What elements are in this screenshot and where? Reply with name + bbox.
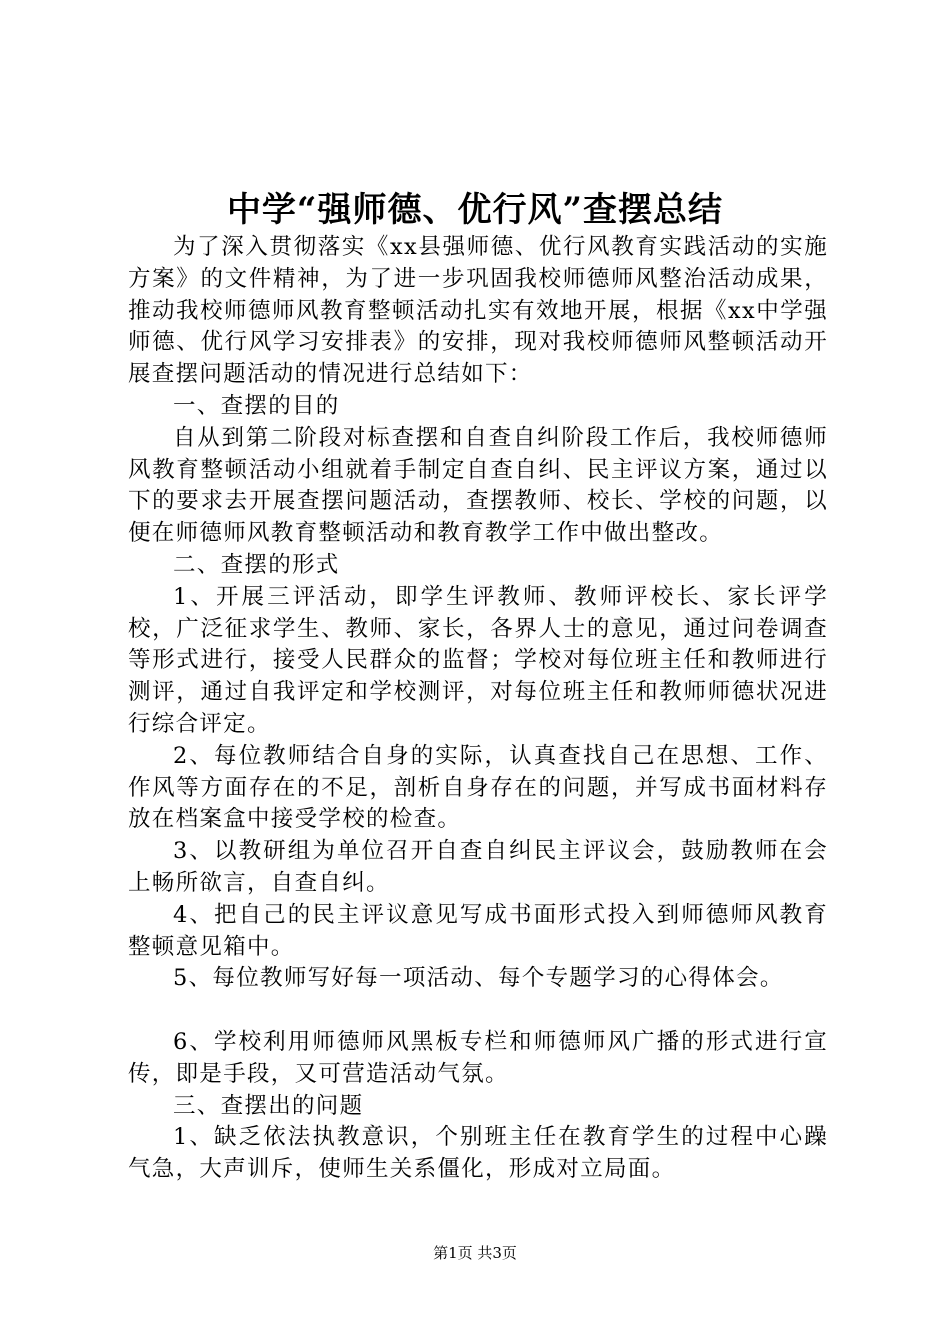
section-heading-form: 二、查摆的形式	[173, 551, 340, 578]
form-item-1: 1、开展三评活动，即学生评教师、教师评校长、家长评学校，广泛征求学生、教师、家长，各界人士的意见，通过问卷调查等形式进行，接受人民群众的监督；学校对每位班主任和教师进行测评，通过自我评定和学校测评，对每位班主任和教师师德状况进行综合评定。	[128, 583, 828, 737]
page-footer: 第1页 共3页	[433, 1244, 517, 1262]
form-item-3: 3、以教研组为单位召开自查自纠民主评议会，鼓励教师在会上畅所欲言，自查自纠。	[128, 838, 828, 896]
form-item-2: 2、每位教师结合自身的实际，认真查找自己在思想、工作、作风等方面存在的不足，剖析自身存在的问题，并写成书面材料存放在档案盒中接受学校的检查。	[128, 742, 828, 833]
document-body	[128, 232, 828, 1186]
intro-paragraph: 为了深入贯彻落实《xx县强师德、优行风教育实践活动的实施方案》的文件精神，为了进一步巩固我校师德师风整治活动成果，推动我校师德师风教育整顿活动扎实有效地开展，根据《xx中学强师德、优行风学习安排表》的安排，现对我校师德师风整顿活动开展查摆问题活动的情况进行总结如下：	[128, 234, 828, 388]
section-heading-purpose: 一、查摆的目的	[173, 392, 340, 419]
form-item-5: 5、每位教师写好每一项活动、每个专题学习的心得体会。	[173, 965, 784, 992]
form-item-6: 6、学校利用师德师风黑板专栏和师德师风广播的形式进行宣传，即是手段，又可营造活动气氛。	[128, 1028, 828, 1087]
section-heading-problems: 三、查摆出的问题	[173, 1092, 364, 1119]
problem-item-1: 1、缺乏依法执教意识，个别班主任在教育学生的过程中心躁气急，大声训斥，使师生关系僵化，形成对立局面。	[128, 1124, 828, 1183]
document-title: 中学“强师德、优行风”查摆总结	[226, 190, 724, 230]
purpose-paragraph: 自从到第二阶段对标查摆和自查自纠阶段工作后，我校师德师风教育整顿活动小组就着手制定自查自纠、民主评议方案，通过以下的要求去开展查摆问题活动，查摆教师、校长、学校的问题，以便在师德师风教育整顿活动和教育教学工作中做出整改。	[128, 424, 828, 547]
form-item-4: 4、把自己的民主评议意见写成书面形式投入到师德师风教育整顿意见箱中。	[128, 901, 828, 960]
